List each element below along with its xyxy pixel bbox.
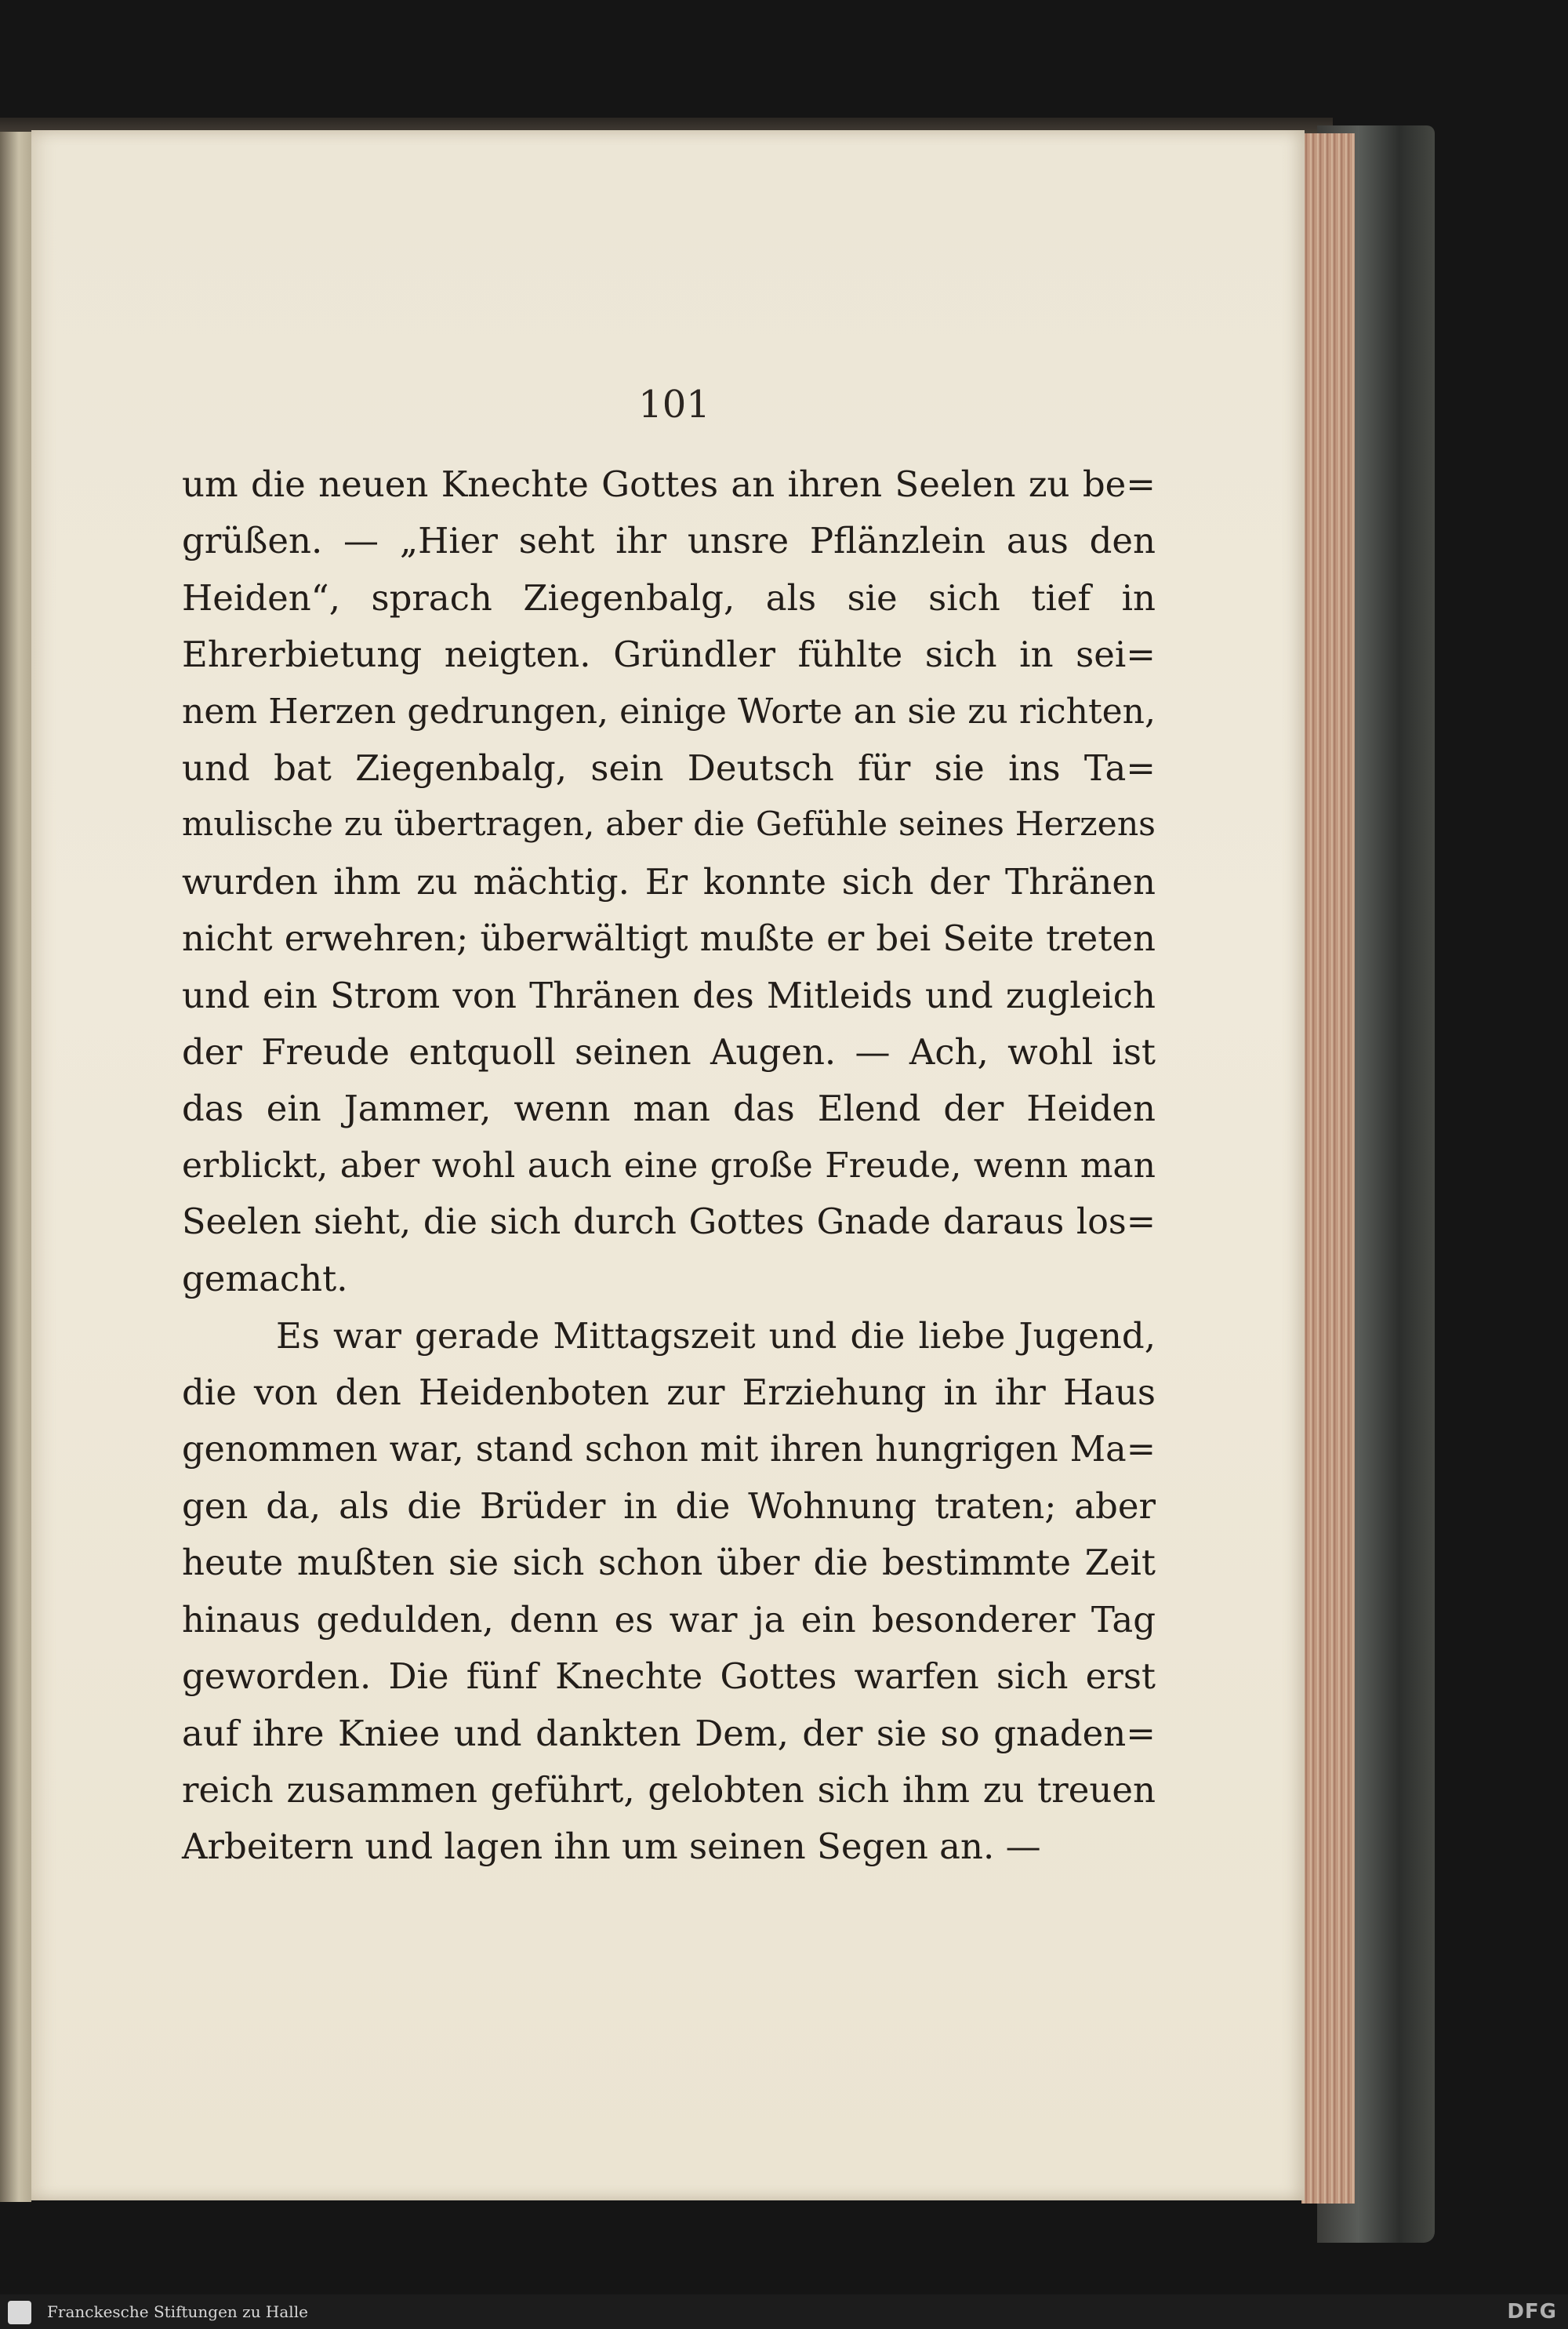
text-line: und ein Strom von Thränen des Mitleids und zugleich [182,974,1156,1016]
text-line: reich zusammen geführt, gelobten sich ihm zu treuen [182,1768,1156,1811]
institution-name: Franckesche Stiftungen zu Halle [47,2302,308,2321]
text-line: nicht erwehren; überwältigt mußte er bei Seite treten [182,917,1156,960]
text-line: genommen war, stand schon mit ihren hungrigen Ma= [182,1429,1156,1470]
page-number: 101 [638,383,710,427]
text-line: gen da, als die Brüder in die Wohnung traten; aber [182,1485,1156,1528]
text-line: Arbeitern und lagen ihn um seinen Segen an. — [182,1826,1041,1868]
institution-logo-icon [8,2301,31,2324]
text-line: Seelen sieht, die sich durch Gottes Gnade daraus los= [182,1202,1156,1243]
left-page-edge [0,132,31,2202]
text-line: die von den Heidenboten zur Erziehung in ihr Haus [182,1372,1156,1414]
viewer-footer [0,2294,1568,2329]
text-line: Es war gerade Mittagszeit und die liebe Jugend, [276,1314,1156,1357]
text-line: Heiden“, sprach Ziegenbalg, als sie sich tief in [182,576,1156,619]
text-line: geworden. Die fünf Knechte Gottes warfen sich erst [182,1655,1156,1698]
text-line: das ein Jammer, wenn man das Elend der Heiden [182,1088,1156,1130]
text-line: der Freude entquoll seinen Augen. — Ach, wohl ist [182,1030,1156,1073]
dfg-logo: DFG [1507,2300,1557,2324]
text-line: mulische zu übertragen, aber die Gefühle seines Herzens [182,805,1156,845]
text-line: um die neuen Knechte Gottes an ihren Seelen zu be= [182,463,1156,505]
text-line: gemacht. [182,1258,348,1300]
page-edges [1301,133,1355,2204]
text-line: erblickt, aber wohl auch eine große Freude, wenn man [182,1145,1156,1186]
text-line: heute mußten sie sich schon über die bestimmte Zeit [182,1542,1156,1584]
text-line: auf ihre Kniee und dankten Dem, der sie so gnaden= [182,1712,1156,1754]
text-line: und bat Ziegenbalg, sein Deutsch für sie ins Ta= [182,747,1156,789]
page-text [182,456,1156,1876]
text-line: wurden ihm zu mächtig. Er konnte sich der Thränen [182,860,1156,903]
text-line: hinaus gedulden, denn es war ja ein besonderer Tag [182,1598,1156,1640]
text-line: Ehrerbietung neigten. Gründler fühlte sich in sei= [182,634,1156,676]
text-line: grüßen. — „Hier seht ihr unsre Pflänzlein aus den [182,520,1156,562]
text-line: nem Herzen gedrungen, einige Worte an sie zu richten, [182,691,1156,732]
